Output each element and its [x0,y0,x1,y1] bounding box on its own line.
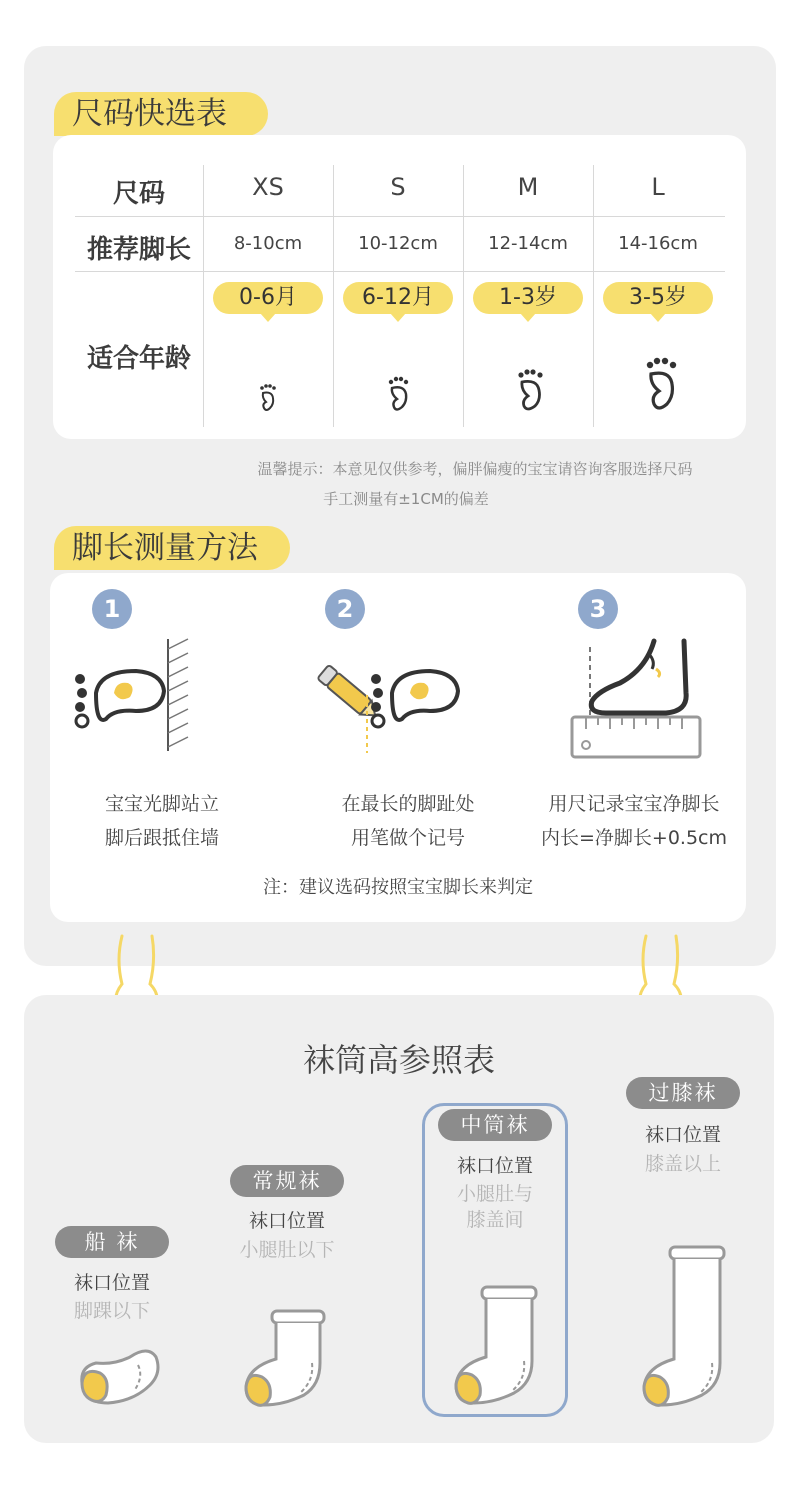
regular-sock-icon [238,1307,330,1411]
method-note: 注：建议选码按照宝宝脚长来判定 [263,877,533,898]
over-knee-sock-icon [636,1243,732,1413]
age-tag: 0-6月 [213,282,323,314]
step-number: 1 [92,589,132,629]
step-number: 2 [325,589,365,629]
sock-pos-label: 袜口位置 [644,1124,721,1146]
foot-against-wall-icon [70,635,200,755]
foot-length-cell: 10-12cm [358,233,438,254]
size-table-card [53,135,746,439]
size-table-title: 尺码快选表 [54,92,268,136]
sock-pos-value: 膝盖以上 [644,1153,721,1175]
size-cell: M [517,173,539,201]
sock-type-pill: 过膝袜 [626,1077,740,1109]
step-text: 脚后跟抵住墙 [104,827,219,849]
foot-length-cell: 8-10cm [233,233,303,254]
footprint-icon [515,368,547,414]
sock-pos-label: 袜口位置 [456,1155,533,1177]
tip-note: 温馨提示：本意见仅供参考，偏胖偏瘦的宝宝请咨询客服选择尺码 [257,460,693,478]
sock-pos-value: 膝盖间 [466,1209,524,1231]
ruler-measure-icon [566,633,706,763]
step-text: 用笔做个记号 [350,827,465,849]
footprint-icon [258,384,278,414]
footprint-icon [386,376,412,414]
size-cell: L [651,173,665,201]
row-header-size: 尺码 [112,179,165,209]
age-tag: 3-5岁 [603,282,713,314]
sock-pos-value: 脚踝以下 [73,1300,150,1322]
foot-length-cell: 14-16cm [618,233,698,254]
sock-pos-value: 小腿肚以下 [239,1239,335,1261]
sock-type-pill: 中筒袜 [438,1109,552,1141]
age-tag: 6-12月 [343,282,453,314]
tip-note: 手工测量有±1CM的偏差 [323,490,489,508]
age-row [75,272,725,427]
step-text: 用尺记录宝宝净脚长 [548,793,720,815]
row-header-foot-length: 推荐脚长 [86,235,191,265]
sock-pos-label: 袜口位置 [248,1210,325,1232]
size-row [75,165,725,217]
sock-pos-label: 袜口位置 [73,1272,150,1294]
sock-pos-value: 小腿肚与 [456,1183,533,1205]
step-number: 3 [578,589,618,629]
step-text: 内长=净脚长+0.5cm [540,827,727,849]
row-header-age: 适合年龄 [86,344,191,374]
sock-type-pill: 常规袜 [230,1165,344,1197]
size-cell: XS [252,173,284,201]
pen-mark-icon [310,635,470,755]
method-card [50,573,746,922]
foot-length-row [75,217,725,272]
size-cell: S [390,173,406,201]
mid-calf-sock-icon [448,1283,544,1411]
method-title: 脚长测量方法 [54,526,290,570]
boat-sock-icon [74,1343,164,1409]
step-text: 在最长的脚趾处 [341,793,475,815]
footprint-icon [643,356,681,414]
step-text: 宝宝光脚站立 [104,793,219,815]
foot-length-cell: 12-14cm [488,233,568,254]
sock-height-panel [24,995,774,1443]
sock-type-pill: 船 袜 [55,1226,169,1258]
age-tag: 1-3岁 [473,282,583,314]
sock-height-title: 袜筒高参照表 [302,1041,495,1079]
